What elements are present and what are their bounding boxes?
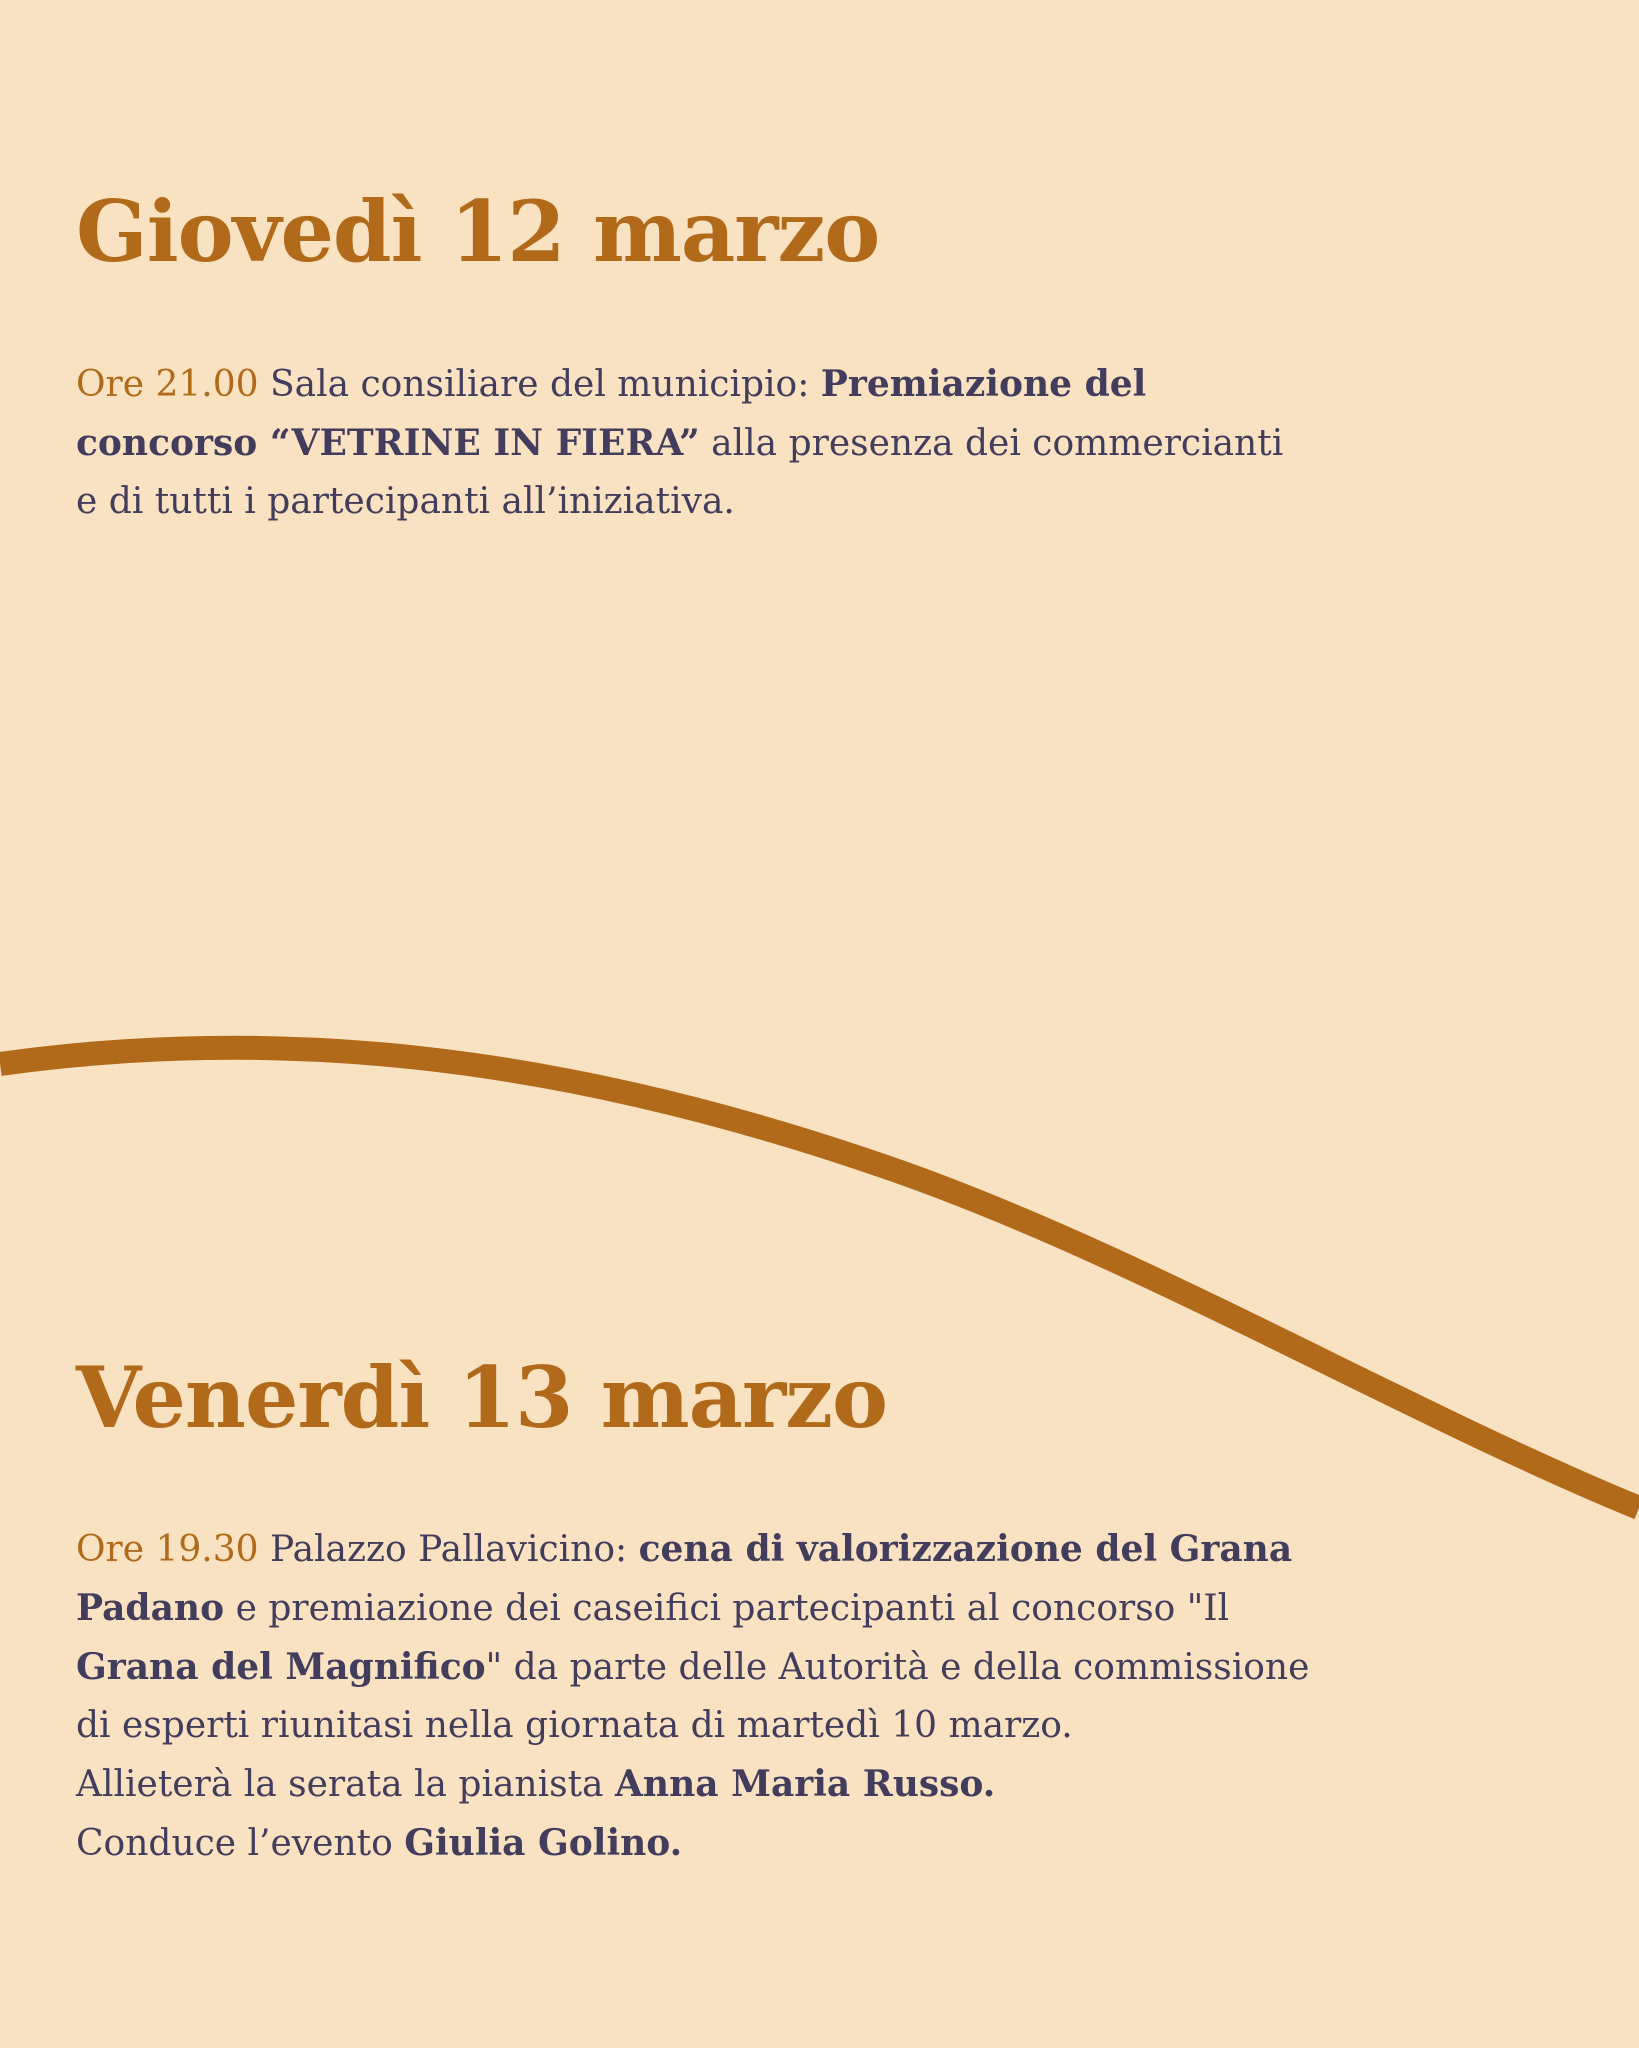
description-line (76, 414, 1516, 473)
event-date-heading: Giovedì 12 marzo (76, 182, 880, 281)
description-text: Conduce l’evento (76, 1823, 405, 1864)
description-line (76, 1638, 1516, 1697)
event-title-part: Padano (76, 1587, 225, 1629)
host-name: Giulia Golino. (404, 1822, 683, 1864)
event-title-part: concorso “VETRINE IN FIERA” (76, 422, 700, 464)
description-text: alla presenza dei commercianti (699, 423, 1284, 464)
event-time: Ore 21.00 (76, 364, 259, 405)
event-title-part: Premiazione del (820, 363, 1147, 405)
event-title-part: cena di valorizzazione del Grana (638, 1528, 1293, 1570)
description-line: e di tutti i partecipanti all’iniziativa. (76, 481, 735, 522)
event-description (76, 355, 1516, 531)
description-text: Allieterà la serata la pianista (76, 1764, 615, 1805)
event-date-heading: Venerdì 13 marzo (76, 1348, 887, 1447)
description-line (76, 1579, 1516, 1638)
event-description (76, 1520, 1516, 1873)
description-line (76, 1520, 1516, 1579)
description-line (76, 1814, 1516, 1873)
pianist-name: Anna Maria Russo. (614, 1763, 996, 1805)
description-line: di esperti riunitasi nella giornata di martedì 10 marzo. (76, 1705, 1073, 1746)
event-time: Ore 19.30 (76, 1529, 259, 1570)
description-line (76, 1755, 1516, 1814)
description-text: e premiazione dei caseifici partecipanti al concorso "Il (224, 1588, 1230, 1629)
description-line (76, 355, 1516, 414)
description-text: " da parte delle Autorità e della commissione (485, 1647, 1310, 1688)
contest-name: Grana del Magnifico (76, 1646, 486, 1688)
event-location: Palazzo Pallavicino: (258, 1529, 639, 1570)
event-location: Sala consiliare del municipio: (258, 364, 821, 405)
